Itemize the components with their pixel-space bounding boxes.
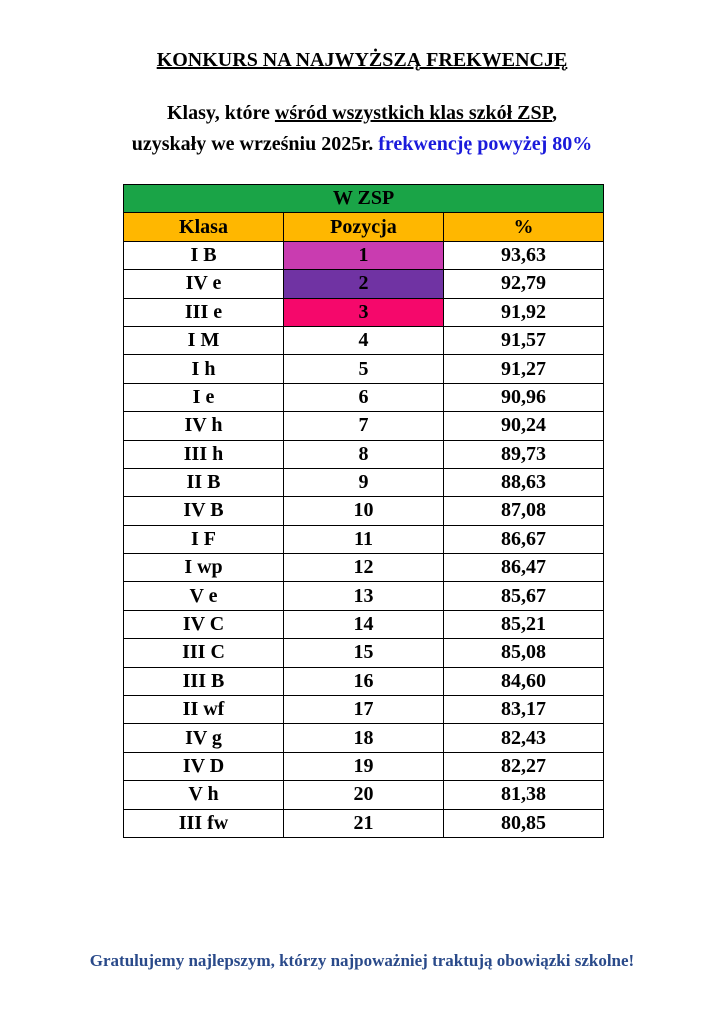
subtitle-comma: , (552, 102, 558, 124)
cell-klasa: I wp (124, 554, 284, 582)
column-header-pozycja: Pozycja (284, 213, 444, 241)
cell-klasa: III h (124, 440, 284, 468)
cell-percent: 85,08 (444, 639, 604, 667)
cell-pozycja: 3 (284, 298, 444, 326)
subtitle (0, 98, 724, 160)
cell-percent: 93,63 (444, 241, 604, 269)
cell-klasa: IV C (124, 610, 284, 638)
table-row (124, 696, 604, 724)
cell-percent: 90,96 (444, 383, 604, 411)
cell-pozycja: 12 (284, 554, 444, 582)
cell-percent: 91,27 (444, 355, 604, 383)
cell-percent: 83,17 (444, 696, 604, 724)
column-header-klasa: Klasa (124, 213, 284, 241)
cell-klasa: IV D (124, 752, 284, 780)
column-header-percent: % (444, 213, 604, 241)
cell-percent: 86,67 (444, 525, 604, 553)
cell-pozycja: 21 (284, 809, 444, 837)
subtitle-highlight: frekwencję powyżej 80% (378, 133, 593, 155)
cell-percent: 87,08 (444, 497, 604, 525)
cell-pozycja: 16 (284, 667, 444, 695)
table-row (124, 752, 604, 780)
cell-percent: 82,27 (444, 752, 604, 780)
cell-pozycja: 18 (284, 724, 444, 752)
table-caption: W ZSP (124, 185, 604, 213)
table-row (124, 667, 604, 695)
cell-klasa: I B (124, 241, 284, 269)
cell-pozycja: 6 (284, 383, 444, 411)
table-row (124, 383, 604, 411)
cell-percent: 92,79 (444, 270, 604, 298)
subtitle-underlined-text: wśród wszystkich klas szkół ZSP (274, 102, 553, 124)
cell-pozycja: 4 (284, 326, 444, 354)
cell-pozycja: 20 (284, 781, 444, 809)
cell-klasa: I e (124, 383, 284, 411)
cell-percent: 88,63 (444, 468, 604, 496)
cell-percent: 80,85 (444, 809, 604, 837)
cell-klasa: IV g (124, 724, 284, 752)
table-row (124, 525, 604, 553)
cell-percent: 91,92 (444, 298, 604, 326)
cell-pozycja: 17 (284, 696, 444, 724)
table-body (124, 241, 604, 837)
cell-pozycja: 15 (284, 639, 444, 667)
subtitle-line-2 (0, 129, 724, 160)
ranking-table (123, 184, 604, 838)
cell-klasa: V h (124, 781, 284, 809)
cell-klasa: II wf (124, 696, 284, 724)
table-row (124, 582, 604, 610)
cell-pozycja: 7 (284, 412, 444, 440)
table-row (124, 781, 604, 809)
cell-klasa: III e (124, 298, 284, 326)
cell-klasa: III C (124, 639, 284, 667)
cell-pozycja: 5 (284, 355, 444, 383)
table-row (124, 497, 604, 525)
table-row (124, 639, 604, 667)
table-row (124, 412, 604, 440)
cell-klasa: IV h (124, 412, 284, 440)
table-row (124, 298, 604, 326)
cell-pozycja: 13 (284, 582, 444, 610)
cell-klasa: I M (124, 326, 284, 354)
cell-klasa: IV e (124, 270, 284, 298)
table-row (124, 610, 604, 638)
cell-klasa: III fw (124, 809, 284, 837)
cell-percent: 85,21 (444, 610, 604, 638)
cell-klasa: V e (124, 582, 284, 610)
cell-percent: 82,43 (444, 724, 604, 752)
table-row (124, 554, 604, 582)
cell-percent: 85,67 (444, 582, 604, 610)
subtitle-date-text: uzyskały we wrześniu 2025r. (131, 133, 379, 155)
cell-percent: 89,73 (444, 440, 604, 468)
cell-percent: 81,38 (444, 781, 604, 809)
cell-klasa: III B (124, 667, 284, 695)
table-row (124, 468, 604, 496)
table-row (124, 270, 604, 298)
cell-percent: 84,60 (444, 667, 604, 695)
table-header-row (124, 213, 604, 241)
subtitle-text: Klasy, które (166, 102, 275, 124)
table-row (124, 440, 604, 468)
cell-klasa: I h (124, 355, 284, 383)
cell-pozycja: 14 (284, 610, 444, 638)
cell-percent: 90,24 (444, 412, 604, 440)
cell-percent: 91,57 (444, 326, 604, 354)
cell-pozycja: 8 (284, 440, 444, 468)
table-row (124, 241, 604, 269)
cell-percent: 86,47 (444, 554, 604, 582)
table-row (124, 355, 604, 383)
cell-pozycja: 1 (284, 241, 444, 269)
table-row (124, 326, 604, 354)
cell-pozycja: 10 (284, 497, 444, 525)
cell-klasa: II B (124, 468, 284, 496)
table-row (124, 724, 604, 752)
page-title: KONKURS NA NAJWYŻSZĄ FREKWENCJĘ (156, 49, 568, 71)
cell-pozycja: 11 (284, 525, 444, 553)
cell-klasa: IV B (124, 497, 284, 525)
cell-pozycja: 2 (284, 270, 444, 298)
cell-klasa: I F (124, 525, 284, 553)
subtitle-line-1 (0, 98, 724, 129)
cell-pozycja: 19 (284, 752, 444, 780)
table-row (124, 809, 604, 837)
footer-message: Gratulujemy najlepszym, którzy najpoważniej traktują obowiązki szkolne! (89, 951, 635, 970)
cell-pozycja: 9 (284, 468, 444, 496)
table-caption-row (124, 185, 604, 213)
